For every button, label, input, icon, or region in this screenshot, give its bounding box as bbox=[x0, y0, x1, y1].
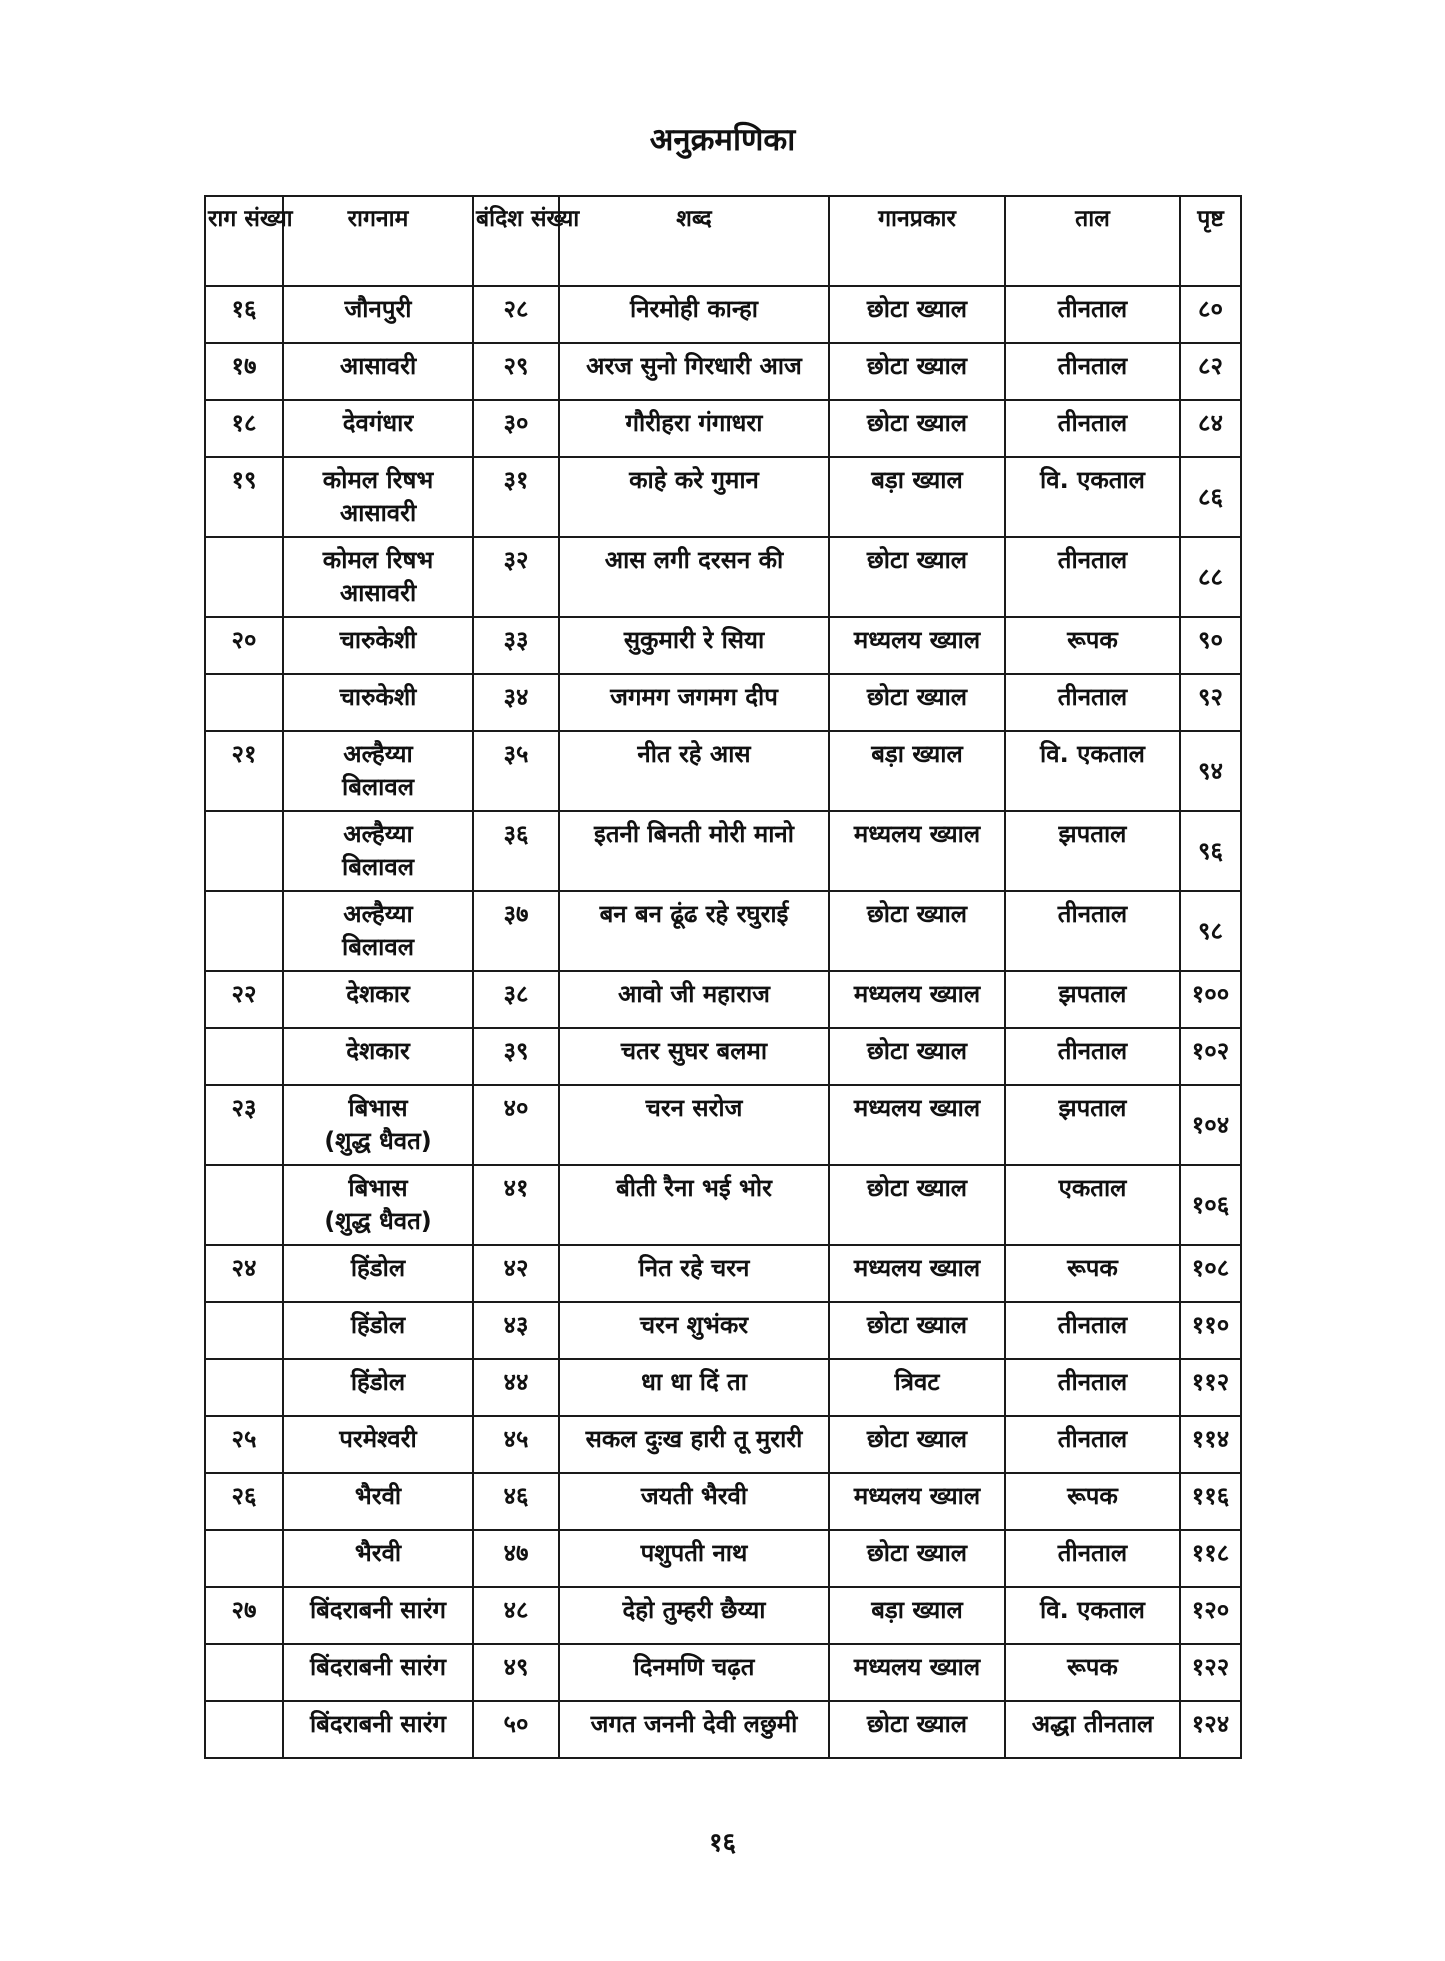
raag-name-line: बिलावल bbox=[341, 773, 415, 801]
cell-raag-no: २२ bbox=[205, 971, 283, 1028]
raag-name-line: देशकार bbox=[346, 1037, 410, 1065]
cell-shabd: नीत रहे आस bbox=[559, 731, 829, 811]
cell-taal: तीनताल bbox=[1005, 286, 1180, 343]
table-row bbox=[205, 1085, 1241, 1165]
table-row bbox=[205, 1028, 1241, 1085]
cell-shabd: काहे करे गुमान bbox=[559, 457, 829, 537]
cell-raag-no: २१ bbox=[205, 731, 283, 811]
cell-raag-name bbox=[283, 1644, 473, 1701]
header-taal: ताल bbox=[1005, 196, 1180, 286]
cell-raag-name bbox=[283, 1359, 473, 1416]
cell-raag-no: १८ bbox=[205, 400, 283, 457]
cell-raag-name bbox=[283, 1165, 473, 1245]
raag-name-line: बिलावल bbox=[341, 853, 415, 881]
cell-raag-no: २३ bbox=[205, 1085, 283, 1165]
cell-page: १०० bbox=[1180, 971, 1241, 1028]
table-row bbox=[205, 1302, 1241, 1359]
raag-name-line: हिंडोल bbox=[350, 1311, 406, 1339]
cell-bandish-no: ३८ bbox=[473, 971, 559, 1028]
cell-shabd: आस लगी दरसन की bbox=[559, 537, 829, 617]
table-row bbox=[205, 1587, 1241, 1644]
cell-page: ९६ bbox=[1180, 811, 1241, 891]
index-table bbox=[204, 195, 1242, 1759]
table-row bbox=[205, 731, 1241, 811]
cell-gaan-prakar: मध्यलय ख्याल bbox=[829, 1245, 1005, 1302]
cell-taal: झपताल bbox=[1005, 811, 1180, 891]
raag-name-line: भैरवी bbox=[354, 1539, 402, 1567]
cell-raag-no: १७ bbox=[205, 343, 283, 400]
cell-raag-name bbox=[283, 1587, 473, 1644]
cell-gaan-prakar: छोटा ख्याल bbox=[829, 1416, 1005, 1473]
cell-page: १०४ bbox=[1180, 1085, 1241, 1165]
table-row bbox=[205, 1701, 1241, 1758]
cell-raag-no bbox=[205, 1165, 283, 1245]
raag-name-line: बिभास bbox=[348, 1174, 408, 1202]
cell-page: ८६ bbox=[1180, 457, 1241, 537]
header-prishth: पृष्ट bbox=[1180, 196, 1241, 286]
raag-name-line: हिंडोल bbox=[350, 1368, 406, 1396]
raag-name-line: परमेश्वरी bbox=[339, 1425, 417, 1453]
table-row bbox=[205, 1416, 1241, 1473]
cell-bandish-no: ३९ bbox=[473, 1028, 559, 1085]
header-raag-sankhya bbox=[205, 196, 293, 286]
cell-taal: तीनताल bbox=[1005, 537, 1180, 617]
cell-raag-name bbox=[283, 537, 473, 617]
cell-shabd: बन बन ढूंढ रहे रघुराई bbox=[559, 891, 829, 971]
cell-bandish-no: ४९ bbox=[473, 1644, 559, 1701]
cell-bandish-no: ३६ bbox=[473, 811, 559, 891]
cell-shabd: अरज सुनो गिरधारी आज bbox=[559, 343, 829, 400]
cell-bandish-no: ४० bbox=[473, 1085, 559, 1165]
cell-bandish-no: ३३ bbox=[473, 617, 559, 674]
table-row bbox=[205, 617, 1241, 674]
index-table-body bbox=[205, 286, 1241, 1758]
cell-raag-no bbox=[205, 1359, 283, 1416]
cell-gaan-prakar: छोटा ख्याल bbox=[829, 1530, 1005, 1587]
cell-taal: रूपक bbox=[1005, 1245, 1180, 1302]
cell-shabd: देहो तुम्हरी छैय्या bbox=[559, 1587, 829, 1644]
cell-gaan-prakar: मध्यलय ख्याल bbox=[829, 971, 1005, 1028]
raag-name-line: अल्हैय्या bbox=[343, 900, 413, 928]
cell-shabd: धा धा दिं ता bbox=[559, 1359, 829, 1416]
table-row bbox=[205, 971, 1241, 1028]
table-row bbox=[205, 400, 1241, 457]
cell-bandish-no: ४५ bbox=[473, 1416, 559, 1473]
raag-name-line: चारुकेशी bbox=[339, 683, 417, 711]
cell-raag-name bbox=[283, 1028, 473, 1085]
table-row bbox=[205, 457, 1241, 537]
table-row bbox=[205, 1359, 1241, 1416]
footer-page-number: १६ bbox=[708, 1828, 737, 1858]
cell-shabd: बीती रैना भई भोर bbox=[559, 1165, 829, 1245]
cell-bandish-no: ५० bbox=[473, 1701, 559, 1758]
cell-shabd: चरन सरोज bbox=[559, 1085, 829, 1165]
cell-gaan-prakar: छोटा ख्याल bbox=[829, 286, 1005, 343]
cell-gaan-prakar: मध्यलय ख्याल bbox=[829, 1473, 1005, 1530]
cell-raag-name bbox=[283, 457, 473, 537]
cell-gaan-prakar: बड़ा ख्याल bbox=[829, 1587, 1005, 1644]
cell-page: १२४ bbox=[1180, 1701, 1241, 1758]
cell-page: १२० bbox=[1180, 1587, 1241, 1644]
cell-raag-no bbox=[205, 811, 283, 891]
cell-page: ९२ bbox=[1180, 674, 1241, 731]
header-bandish-sankhya-line1: बंदिश bbox=[476, 206, 523, 232]
cell-bandish-no: ३० bbox=[473, 400, 559, 457]
cell-raag-no bbox=[205, 891, 283, 971]
cell-raag-name bbox=[283, 674, 473, 731]
raag-name-line: (शुद्ध धैवत) bbox=[324, 1207, 432, 1235]
cell-bandish-no: ३५ bbox=[473, 731, 559, 811]
cell-page: ११८ bbox=[1180, 1530, 1241, 1587]
cell-raag-no bbox=[205, 1028, 283, 1085]
cell-page: ११४ bbox=[1180, 1416, 1241, 1473]
cell-gaan-prakar: छोटा ख्याल bbox=[829, 1028, 1005, 1085]
cell-taal: तीनताल bbox=[1005, 1028, 1180, 1085]
cell-shabd: चरन शुभंकर bbox=[559, 1302, 829, 1359]
table-row bbox=[205, 1245, 1241, 1302]
cell-gaan-prakar: छोटा ख्याल bbox=[829, 537, 1005, 617]
cell-shabd: गौरीहरा गंगाधरा bbox=[559, 400, 829, 457]
header-bandish-sankhya-line2: संख्या bbox=[530, 206, 580, 232]
cell-raag-no: २४ bbox=[205, 1245, 283, 1302]
cell-taal: अद्धा तीनताल bbox=[1005, 1701, 1180, 1758]
cell-raag-name bbox=[283, 1085, 473, 1165]
cell-gaan-prakar: छोटा ख्याल bbox=[829, 1165, 1005, 1245]
raag-name-line: जौनपुरी bbox=[344, 295, 412, 323]
table-row bbox=[205, 1165, 1241, 1245]
table-row bbox=[205, 343, 1241, 400]
cell-shabd: सकल दुःख हारी तू मुरारी bbox=[559, 1416, 829, 1473]
cell-taal: तीनताल bbox=[1005, 1416, 1180, 1473]
cell-page: १२२ bbox=[1180, 1644, 1241, 1701]
table-row bbox=[205, 891, 1241, 971]
cell-raag-name bbox=[283, 1530, 473, 1587]
cell-page: ८२ bbox=[1180, 343, 1241, 400]
cell-raag-no: २६ bbox=[205, 1473, 283, 1530]
header-raagnaam: रागनाम bbox=[283, 196, 473, 286]
cell-gaan-prakar: छोटा ख्याल bbox=[829, 891, 1005, 971]
cell-taal: एकताल bbox=[1005, 1165, 1180, 1245]
cell-page: ९० bbox=[1180, 617, 1241, 674]
cell-gaan-prakar: मध्यलय ख्याल bbox=[829, 811, 1005, 891]
cell-shabd: जगत जननी देवी लछुमी bbox=[559, 1701, 829, 1758]
raag-name-line: कोमल रिषभ bbox=[322, 546, 434, 574]
cell-taal: रूपक bbox=[1005, 1473, 1180, 1530]
table-row bbox=[205, 1473, 1241, 1530]
cell-taal: तीनताल bbox=[1005, 891, 1180, 971]
header-raag-sankhya-line1: राग bbox=[208, 206, 237, 232]
table-row bbox=[205, 1530, 1241, 1587]
cell-gaan-prakar: छोटा ख्याल bbox=[829, 1302, 1005, 1359]
cell-gaan-prakar: छोटा ख्याल bbox=[829, 400, 1005, 457]
cell-gaan-prakar: छोटा ख्याल bbox=[829, 343, 1005, 400]
cell-raag-no bbox=[205, 1302, 283, 1359]
cell-taal: वि. एकताल bbox=[1005, 1587, 1180, 1644]
raag-name-line: चारुकेशी bbox=[339, 626, 417, 654]
header-bandish-sankhya bbox=[473, 196, 580, 286]
cell-shabd: सुकुमारी रे सिया bbox=[559, 617, 829, 674]
cell-page: ११० bbox=[1180, 1302, 1241, 1359]
raag-name-line: बिंदराबनी सारंग bbox=[309, 1653, 447, 1681]
cell-shabd: निरमोही कान्हा bbox=[559, 286, 829, 343]
cell-raag-no: १६ bbox=[205, 286, 283, 343]
cell-gaan-prakar: त्रिवट bbox=[829, 1359, 1005, 1416]
cell-shabd: पशुपती नाथ bbox=[559, 1530, 829, 1587]
cell-taal: तीनताल bbox=[1005, 1359, 1180, 1416]
raag-name-line: बिभास bbox=[348, 1094, 408, 1122]
cell-bandish-no: ४६ bbox=[473, 1473, 559, 1530]
cell-taal: वि. एकताल bbox=[1005, 457, 1180, 537]
raag-name-line: (शुद्ध धैवत) bbox=[324, 1127, 432, 1155]
cell-raag-no bbox=[205, 1644, 283, 1701]
cell-raag-name bbox=[283, 1701, 473, 1758]
cell-taal: तीनताल bbox=[1005, 400, 1180, 457]
cell-taal: झपताल bbox=[1005, 1085, 1180, 1165]
cell-gaan-prakar: मध्यलय ख्याल bbox=[829, 617, 1005, 674]
raag-name-line: देवगंधार bbox=[342, 409, 414, 437]
raag-name-line: अल्हैय्या bbox=[343, 820, 413, 848]
header-gaanprakar: गानप्रकार bbox=[829, 196, 1005, 286]
cell-taal: तीनताल bbox=[1005, 1530, 1180, 1587]
cell-gaan-prakar: मध्यलय ख्याल bbox=[829, 1085, 1005, 1165]
cell-shabd: जगमग जगमग दीप bbox=[559, 674, 829, 731]
cell-shabd: दिनमणि चढ़त bbox=[559, 1644, 829, 1701]
cell-shabd: जयती भैरवी bbox=[559, 1473, 829, 1530]
header-raag-sankhya-line2: संख्या bbox=[244, 206, 293, 232]
cell-raag-no bbox=[205, 674, 283, 731]
cell-raag-no bbox=[205, 537, 283, 617]
cell-taal: झपताल bbox=[1005, 971, 1180, 1028]
cell-gaan-prakar: मध्यलय ख्याल bbox=[829, 1644, 1005, 1701]
cell-raag-no bbox=[205, 1530, 283, 1587]
cell-page: ९८ bbox=[1180, 891, 1241, 971]
cell-taal: तीनताल bbox=[1005, 343, 1180, 400]
cell-raag-no: २७ bbox=[205, 1587, 283, 1644]
cell-raag-no bbox=[205, 1701, 283, 1758]
cell-raag-name bbox=[283, 400, 473, 457]
cell-bandish-no: ४८ bbox=[473, 1587, 559, 1644]
raag-name-line: देशकार bbox=[346, 980, 410, 1008]
cell-page: १०८ bbox=[1180, 1245, 1241, 1302]
cell-raag-name bbox=[283, 731, 473, 811]
cell-raag-name bbox=[283, 617, 473, 674]
cell-shabd: चतर सुघर बलमा bbox=[559, 1028, 829, 1085]
table-row bbox=[205, 537, 1241, 617]
raag-name-line: बिलावल bbox=[341, 933, 415, 961]
raag-name-line: बिंदराबनी सारंग bbox=[309, 1710, 447, 1738]
cell-bandish-no: ४३ bbox=[473, 1302, 559, 1359]
cell-bandish-no: ३२ bbox=[473, 537, 559, 617]
table-row bbox=[205, 286, 1241, 343]
table-row bbox=[205, 674, 1241, 731]
cell-gaan-prakar: बड़ा ख्याल bbox=[829, 731, 1005, 811]
cell-raag-name bbox=[283, 891, 473, 971]
cell-gaan-prakar: छोटा ख्याल bbox=[829, 1701, 1005, 1758]
page-title: अनुक्रमणिका bbox=[649, 122, 796, 158]
cell-raag-name bbox=[283, 971, 473, 1028]
cell-page: १०६ bbox=[1180, 1165, 1241, 1245]
cell-taal: तीनताल bbox=[1005, 674, 1180, 731]
cell-bandish-no: २८ bbox=[473, 286, 559, 343]
cell-raag-name bbox=[283, 286, 473, 343]
cell-shabd: इतनी बिनती मोरी मानो bbox=[559, 811, 829, 891]
raag-name-line: आसावरी bbox=[339, 499, 417, 527]
cell-page: ८४ bbox=[1180, 400, 1241, 457]
table-row bbox=[205, 811, 1241, 891]
cell-bandish-no: ३१ bbox=[473, 457, 559, 537]
cell-bandish-no: ३४ bbox=[473, 674, 559, 731]
cell-raag-no: २५ bbox=[205, 1416, 283, 1473]
cell-raag-name bbox=[283, 1302, 473, 1359]
cell-page: ११२ bbox=[1180, 1359, 1241, 1416]
cell-shabd: आवो जी महाराज bbox=[559, 971, 829, 1028]
cell-bandish-no: ४२ bbox=[473, 1245, 559, 1302]
raag-name-line: बिंदराबनी सारंग bbox=[309, 1596, 447, 1624]
cell-raag-name bbox=[283, 811, 473, 891]
cell-taal: रूपक bbox=[1005, 1644, 1180, 1701]
raag-name-line: कोमल रिषभ bbox=[322, 466, 434, 494]
cell-raag-no: २० bbox=[205, 617, 283, 674]
cell-taal: वि. एकताल bbox=[1005, 731, 1180, 811]
cell-bandish-no: २९ bbox=[473, 343, 559, 400]
raag-name-line: आसावरी bbox=[339, 352, 417, 380]
cell-raag-name bbox=[283, 343, 473, 400]
cell-bandish-no: ४४ bbox=[473, 1359, 559, 1416]
cell-page: ११६ bbox=[1180, 1473, 1241, 1530]
cell-raag-name bbox=[283, 1473, 473, 1530]
header-shabd: शब्द bbox=[559, 196, 829, 286]
raag-name-line: अल्हैय्या bbox=[343, 740, 413, 768]
cell-raag-name bbox=[283, 1416, 473, 1473]
cell-taal: तीनताल bbox=[1005, 1302, 1180, 1359]
cell-page: ८८ bbox=[1180, 537, 1241, 617]
cell-bandish-no: ४७ bbox=[473, 1530, 559, 1587]
cell-raag-no: १९ bbox=[205, 457, 283, 537]
raag-name-line: भैरवी bbox=[354, 1482, 402, 1510]
header-row bbox=[205, 196, 1241, 286]
cell-page: ९४ bbox=[1180, 731, 1241, 811]
cell-bandish-no: ४१ bbox=[473, 1165, 559, 1245]
cell-page: १०२ bbox=[1180, 1028, 1241, 1085]
raag-name-line: हिंडोल bbox=[350, 1254, 406, 1282]
cell-shabd: नित रहे चरन bbox=[559, 1245, 829, 1302]
cell-page: ८० bbox=[1180, 286, 1241, 343]
cell-gaan-prakar: छोटा ख्याल bbox=[829, 674, 1005, 731]
cell-taal: रूपक bbox=[1005, 617, 1180, 674]
cell-bandish-no: ३७ bbox=[473, 891, 559, 971]
raag-name-line: आसावरी bbox=[339, 579, 417, 607]
table-row bbox=[205, 1644, 1241, 1701]
cell-raag-name bbox=[283, 1245, 473, 1302]
cell-gaan-prakar: बड़ा ख्याल bbox=[829, 457, 1005, 537]
